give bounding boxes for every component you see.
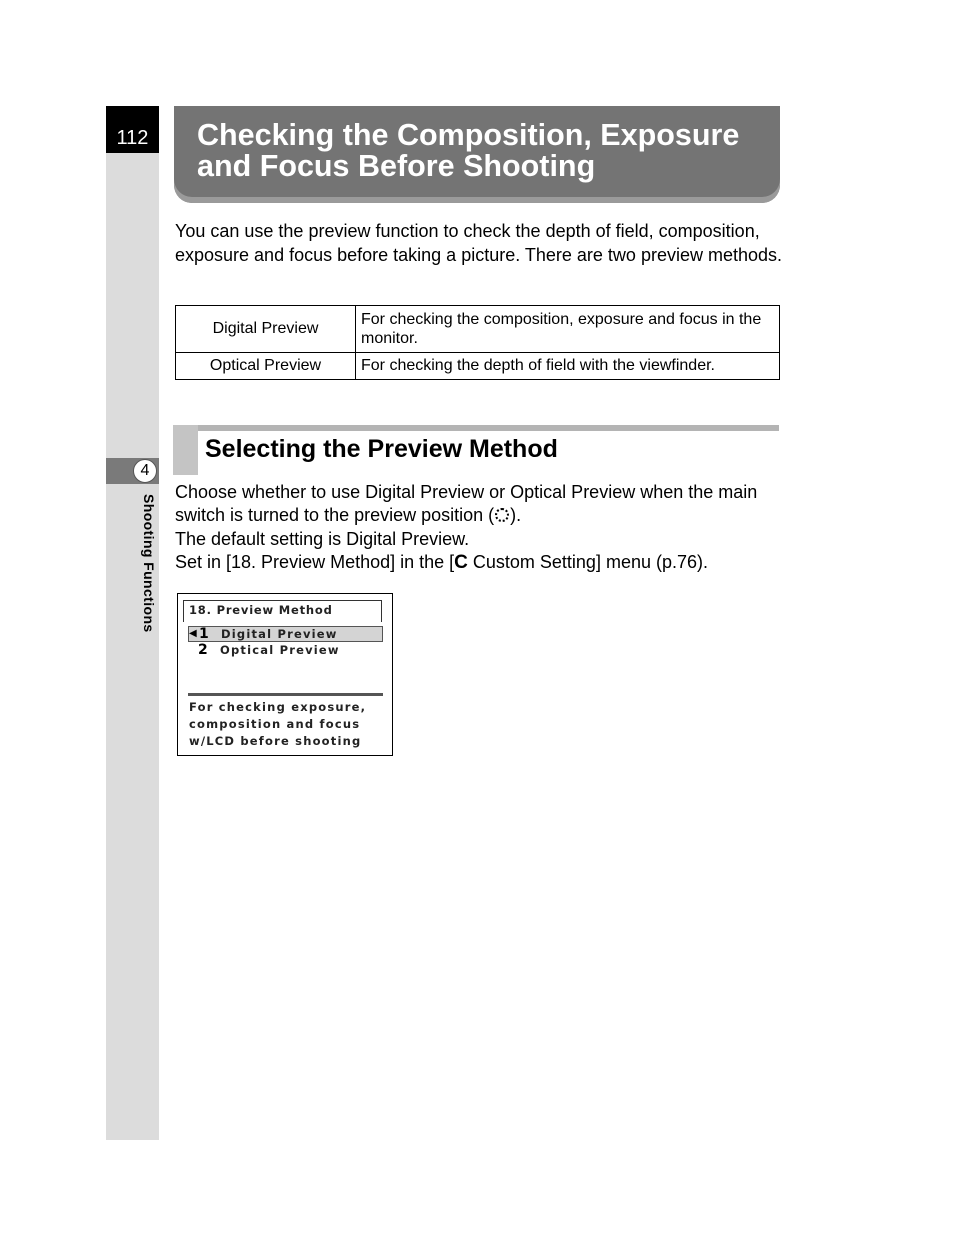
preview-position-icon	[495, 508, 509, 522]
method-name: Digital Preview	[176, 306, 356, 353]
lcd-screen-illustration	[177, 593, 393, 756]
para3-text-start: Set in [18. Preview Method] in the [	[175, 551, 455, 572]
lcd-option-label: Optical Preview	[220, 643, 340, 657]
lcd-menu-name: Preview Method	[216, 603, 333, 617]
method-description: For checking the composition, exposure and focus in the monitor.	[356, 306, 780, 353]
lcd-option-number: 2	[198, 642, 209, 658]
chapter-label: Shooting Functions	[141, 494, 157, 633]
para1-text-end: ).	[510, 505, 522, 526]
lcd-option-optical	[188, 643, 383, 659]
preview-methods-table	[175, 305, 780, 380]
lcd-menu-title	[189, 603, 333, 617]
intro-paragraph: You can use the preview function to check the depth of field, composition, exposure and focus before taking a picture. There are two preview methods.	[175, 221, 783, 265]
lcd-menu-number: 18.	[189, 603, 212, 617]
lcd-option-number: 1	[199, 626, 210, 642]
section-rule	[173, 425, 779, 431]
method-description: For checking the depth of field with the viewfinder.	[356, 353, 780, 380]
page-title	[197, 120, 777, 182]
chapter-number: 4	[133, 459, 157, 483]
custom-setting-icon: C	[454, 551, 468, 573]
selection-arrow-icon: ◀	[189, 628, 198, 639]
lcd-desc-line: w/LCD before shooting	[189, 734, 362, 748]
page-title-line-1: Checking the Composition, Exposure	[197, 118, 740, 152]
lcd-desc-line: For checking exposure,	[189, 700, 367, 714]
section-marker	[173, 425, 198, 475]
lcd-description	[189, 699, 389, 750]
para3-text-end: Custom Setting] menu (p.76).	[467, 551, 708, 572]
lcd-option-digital	[188, 626, 383, 642]
lcd-desc-line: composition and focus	[189, 717, 361, 731]
table-row	[176, 353, 780, 380]
page-number: 112	[106, 106, 159, 153]
para2-text: The default setting is Digital Preview.	[175, 528, 470, 549]
method-name: Optical Preview	[176, 353, 356, 380]
lcd-option-label: Digital Preview	[221, 627, 338, 641]
para1-text-start: Choose whether to use Digital Preview or Optical Preview when the main switch is turned to the preview position (	[175, 482, 758, 526]
lcd-divider	[188, 693, 383, 696]
section-body	[175, 481, 785, 574]
section-title: Selecting the Preview Method	[205, 435, 558, 463]
table-row	[176, 306, 780, 353]
page-title-line-2: and Focus Before Shooting	[197, 149, 596, 183]
